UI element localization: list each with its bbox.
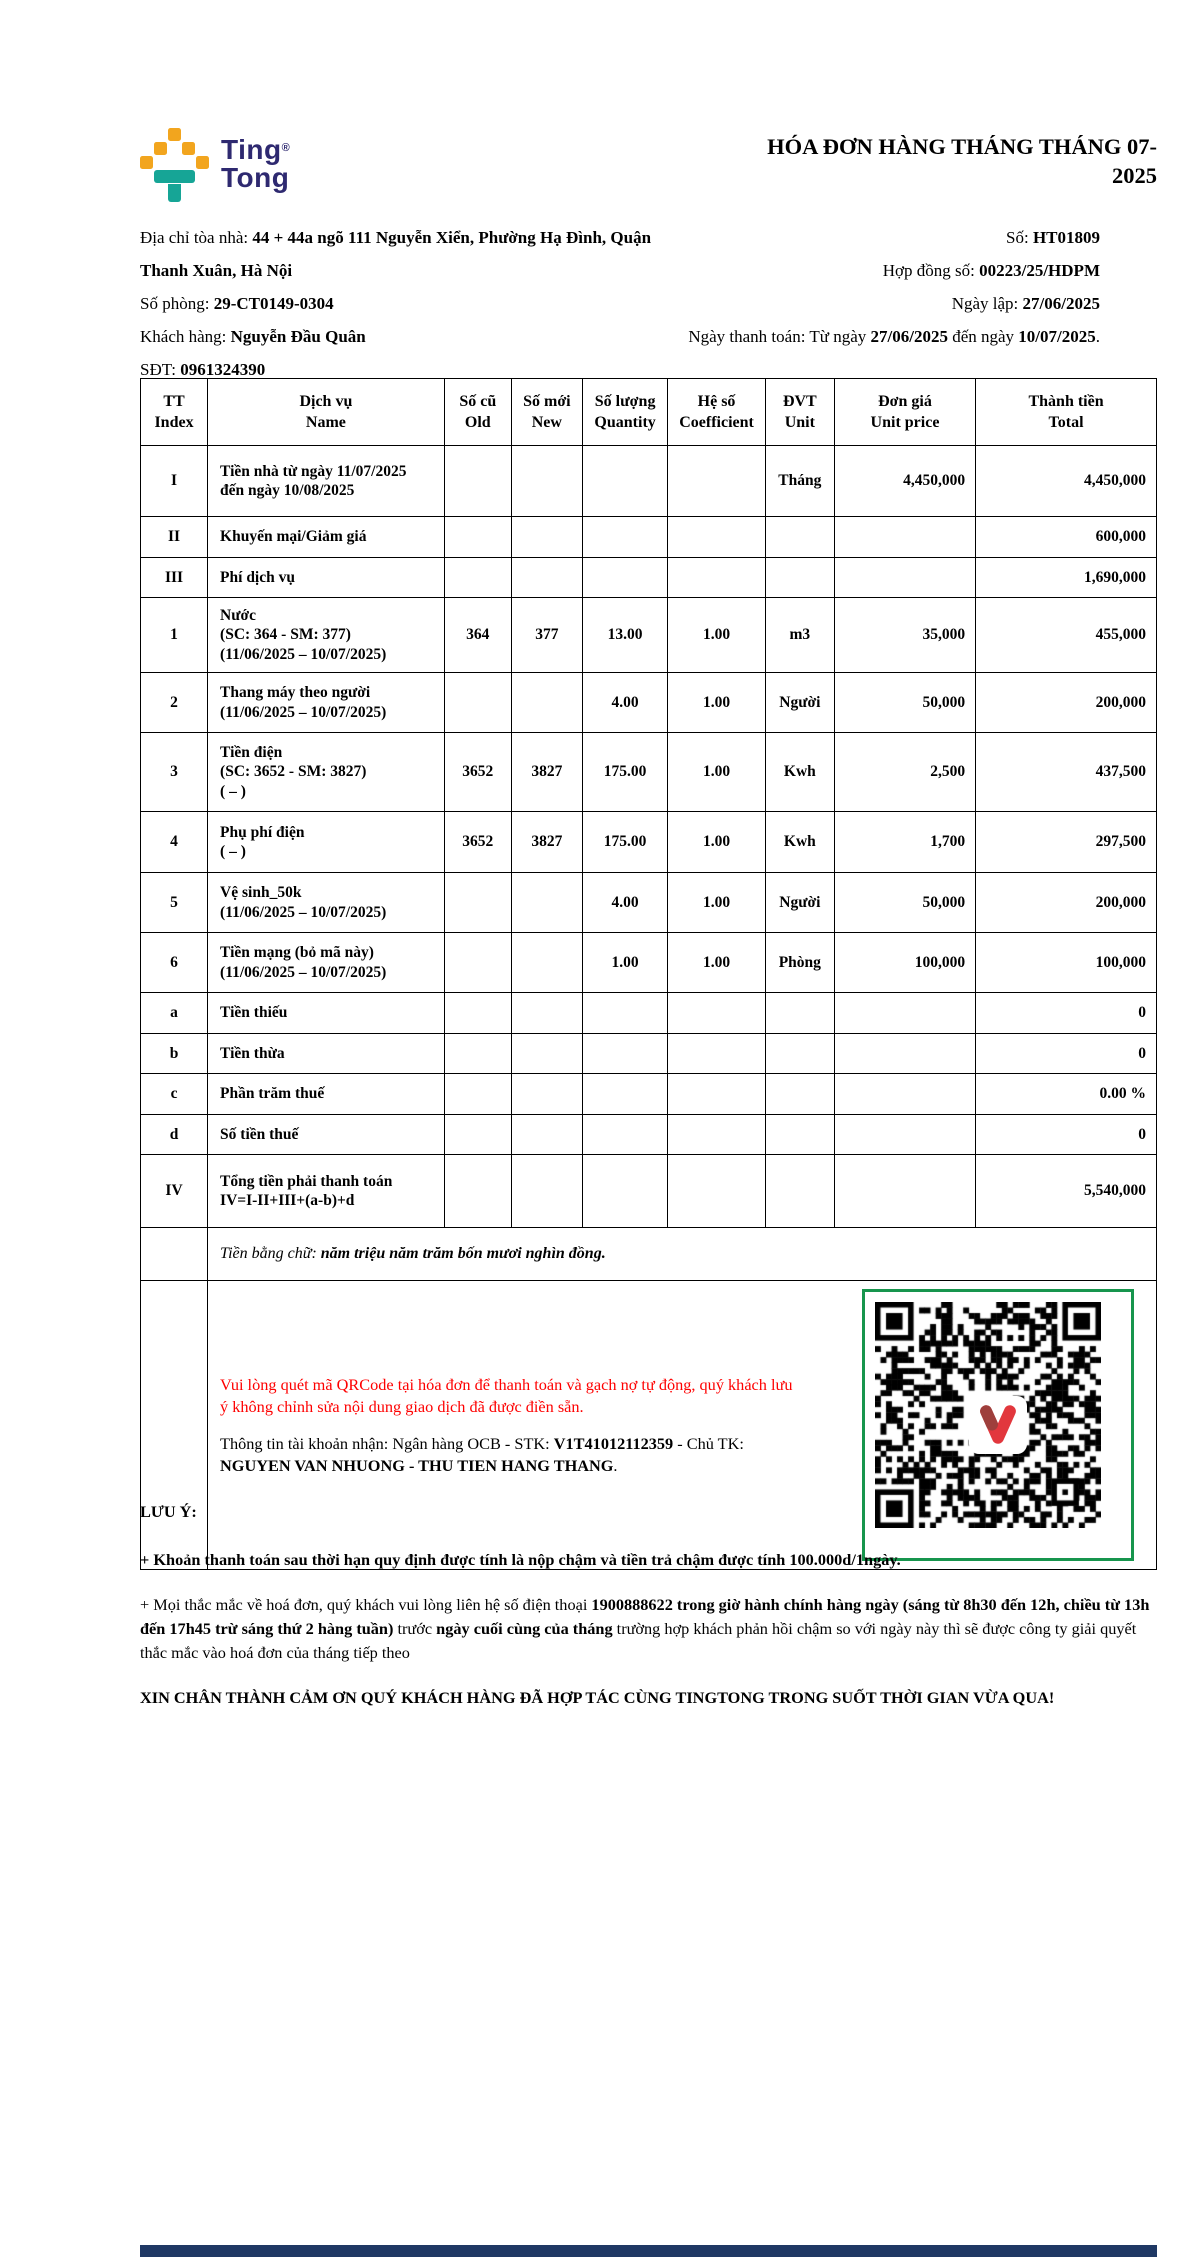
cell-old — [444, 1034, 511, 1074]
name-line: IV=I-II+III+(a-b)+d — [220, 1192, 355, 1209]
cell-old — [444, 1074, 511, 1115]
tingtong-logo-icon — [140, 128, 209, 202]
text-run: Khách hàng: — [140, 327, 231, 346]
column-header — [834, 379, 975, 446]
logo-square — [182, 142, 195, 155]
cell-old — [444, 517, 511, 558]
cell-qty — [582, 1155, 667, 1228]
table-row-6 — [141, 933, 1157, 993]
text-run: Tiền bằng chữ: — [220, 1245, 321, 1262]
cell-total: 0 — [976, 993, 1157, 1034]
text-run: ngày cuối cùng của tháng — [436, 1619, 613, 1638]
cell-old — [444, 558, 511, 598]
cell-tt: 4 — [141, 812, 208, 873]
name-line: ( – ) — [220, 782, 246, 800]
cell-price: 50,000 — [834, 673, 975, 733]
cell-tt: a — [141, 993, 208, 1034]
cell-name — [208, 993, 445, 1034]
logo-stem — [168, 184, 181, 202]
table-row-4 — [141, 812, 1157, 873]
table-row-IV — [141, 1155, 1157, 1228]
cell-tt: 6 — [141, 933, 208, 993]
header-line: Dịch vụ — [299, 393, 353, 410]
table-row-1 — [141, 598, 1157, 673]
text-run: đến ngày — [947, 327, 1019, 346]
cell-name — [208, 1074, 445, 1115]
text-run: 00223/25/HDPM — [979, 261, 1100, 280]
cell-qty — [582, 446, 667, 517]
text-run: SĐT: — [140, 360, 181, 379]
header-line: Thành tiền — [1028, 393, 1104, 410]
cell-qty — [582, 517, 667, 558]
cell-price — [834, 558, 975, 598]
text-run: Hợp đồng số: — [882, 261, 980, 280]
text-run: + Khoản thanh toán sau thời hạn quy định được tính là nộp chậm và tiền trả chậm được tính 100.000d/1ngày. — [140, 1550, 901, 1569]
text-run: Số phòng: — [140, 294, 214, 313]
cell-price — [834, 1115, 975, 1155]
name-line: Thang máy theo người — [220, 684, 371, 701]
cell-qty: 4.00 — [582, 673, 667, 733]
cell-new: 3827 — [511, 812, 582, 873]
header-line: ĐVT — [782, 393, 817, 410]
cell-old — [444, 873, 511, 933]
cell-old — [444, 673, 511, 733]
cell-unit — [765, 1074, 834, 1115]
header-line: Hệ số — [697, 393, 736, 410]
cell-tt: II — [141, 517, 208, 558]
cell-qty: 13.00 — [582, 598, 667, 673]
cell-coef — [668, 446, 766, 517]
cell-coef: 1.00 — [668, 673, 766, 733]
cell-price — [834, 1155, 975, 1228]
cell-name — [208, 873, 445, 933]
text-run: năm triệu năm trăm bốn mươi nghìn đồng. — [320, 1245, 606, 1262]
header-line: Old — [464, 414, 491, 431]
text-run: . — [1095, 327, 1100, 346]
name-line: Số tiền thuế — [220, 1125, 299, 1143]
name-line: (11/06/2025 – 10/07/2025) — [220, 903, 387, 921]
cell-price: 100,000 — [834, 933, 975, 993]
cell-qty — [582, 1115, 667, 1155]
cell-qty — [582, 993, 667, 1034]
cell-price: 4,450,000 — [834, 446, 975, 517]
v-logo-icon — [976, 1403, 1020, 1447]
tingtong-logo — [140, 126, 290, 202]
text-run: 27/06/2025 — [1022, 294, 1100, 313]
name-line: đến ngày 10/08/2025 — [220, 482, 355, 499]
room-number — [140, 287, 661, 320]
text-run: 1900888622 trong giờ hành chính hàng ngày (sáng từ 8h30 đến 12h, chiều từ 13h đến 17h45 trừ sáng thứ 2 hàng tuần) — [140, 1595, 1150, 1638]
cell-tt: 1 — [141, 598, 208, 673]
cell-qty: 175.00 — [582, 812, 667, 873]
amount-in-words-row — [141, 1228, 1157, 1281]
cell-old: 3652 — [444, 733, 511, 812]
text-run: 10/07/2025 — [1018, 327, 1096, 346]
column-header — [765, 379, 834, 446]
cell-name — [208, 733, 445, 812]
amount-in-words — [208, 1228, 1157, 1281]
cell-old — [444, 1115, 511, 1155]
cell-price — [834, 517, 975, 558]
cell-total: 4,450,000 — [976, 446, 1157, 517]
text-run: 29-CT0149-0304 — [213, 294, 334, 313]
cell-total: 1,690,000 — [976, 558, 1157, 598]
cell-tt: III — [141, 558, 208, 598]
table-row-b — [141, 1034, 1157, 1074]
contract-number — [661, 254, 1100, 287]
column-header — [208, 379, 445, 446]
cell-name — [208, 812, 445, 873]
table-header — [141, 379, 1157, 446]
text-run: Thông tin tài khoản nhận: Ngân hàng OCB - STK: — [220, 1434, 554, 1453]
cell-old: 364 — [444, 598, 511, 673]
name-line: Nước — [220, 606, 257, 624]
cell-name — [208, 1115, 445, 1155]
empty-cell — [141, 1228, 208, 1281]
cell-old — [444, 1155, 511, 1228]
text-run: Số: — [1006, 228, 1033, 247]
cell-coef — [668, 993, 766, 1034]
column-header — [976, 379, 1157, 446]
payment-instructions — [220, 1374, 800, 1476]
name-line: Tiền thừa — [220, 1044, 285, 1062]
header-line: New — [531, 414, 562, 431]
header-line: Total — [1048, 414, 1084, 431]
cell-unit — [765, 558, 834, 598]
cell-qty — [582, 1034, 667, 1074]
header-line: Đơn giá — [878, 393, 932, 410]
cell-unit: Tháng — [765, 446, 834, 517]
cell-old: 3652 — [444, 812, 511, 873]
text-run: 44 + 44a ngõ 111 Nguyễn Xiển, Phường Hạ Đình, Quận Thanh Xuân, Hà Nội — [140, 228, 652, 280]
cell-tt: IV — [141, 1155, 208, 1228]
footer-notes — [140, 1500, 1160, 1731]
cell-coef — [668, 1115, 766, 1155]
table-row-c — [141, 1074, 1157, 1115]
cell-new: 3827 — [511, 733, 582, 812]
cell-total: 200,000 — [976, 873, 1157, 933]
cell-total: 600,000 — [976, 517, 1157, 558]
cell-new — [511, 1115, 582, 1155]
registered-mark-icon: ® — [281, 142, 291, 154]
table-row-II — [141, 517, 1157, 558]
name-line: (SC: 3652 - SM: 3827) — [220, 763, 367, 781]
page-title: HÓA ĐƠN HÀNG THÁNG THÁNG 07-2025 — [767, 134, 1157, 188]
cell-unit: Phòng — [765, 933, 834, 993]
table-row-5 — [141, 873, 1157, 933]
name-line: (SC: 364 - SM: 377) — [220, 626, 351, 644]
payment-period — [661, 320, 1100, 353]
column-header — [668, 379, 766, 446]
cell-unit — [765, 1034, 834, 1074]
invoice-number — [661, 221, 1100, 254]
cell-unit — [765, 1115, 834, 1155]
cell-coef: 1.00 — [668, 873, 766, 933]
cell-name — [208, 598, 445, 673]
cell-new — [511, 1034, 582, 1074]
logo-square — [140, 156, 153, 169]
text-run: Nguyễn Đầu Quân — [230, 327, 366, 346]
note-hotline — [140, 1593, 1160, 1665]
header-row — [141, 379, 1157, 446]
cell-unit — [765, 993, 834, 1034]
cell-coef: 1.00 — [668, 933, 766, 993]
cell-new — [511, 1074, 582, 1115]
header-line: Số lượng — [594, 393, 656, 410]
meta-right — [661, 221, 1157, 386]
logo-wordmark — [221, 134, 290, 192]
cell-total: 455,000 — [976, 598, 1157, 673]
cell-price — [834, 1034, 975, 1074]
name-line: Tiền nhà từ ngày 11/07/2025 — [220, 462, 407, 480]
cell-qty: 4.00 — [582, 873, 667, 933]
cell-qty: 1.00 — [582, 933, 667, 993]
cell-total: 297,500 — [976, 812, 1157, 873]
header-line: Unit price — [870, 414, 940, 431]
issue-date — [661, 287, 1100, 320]
cell-tt: d — [141, 1115, 208, 1155]
cell-name — [208, 673, 445, 733]
text-run: trường hợp khách phản hồi chậm so với ngày này thì sẽ được công ty giải quyết thắc mắc vào hoá đơn của tháng tiếp theo — [140, 1619, 1137, 1662]
cell-price: 2,500 — [834, 733, 975, 812]
name-line: Tiền điện — [220, 743, 283, 761]
cell-price: 35,000 — [834, 598, 975, 673]
name-line: ( – ) — [220, 843, 246, 860]
cell-price — [834, 1074, 975, 1115]
cell-coef — [668, 558, 766, 598]
text-run: XIN CHÂN THÀNH CẢM ƠN QUÝ KHÁCH HÀNG ĐÃ HỢP TÁC CÙNG TINGTONG TRONG SUỐT THỜI GIAN VỪA QUA! — [140, 1688, 1055, 1707]
cell-qty — [582, 1074, 667, 1115]
cell-total: 0.00 % — [976, 1074, 1157, 1115]
header — [140, 126, 1157, 202]
cell-price: 50,000 — [834, 873, 975, 933]
footer-bar — [140, 2245, 1157, 2257]
cell-new — [511, 993, 582, 1034]
logo-square — [196, 156, 209, 169]
logo-line2: Tong — [221, 162, 290, 193]
logo-bar — [154, 170, 195, 183]
cell-coef — [668, 1034, 766, 1074]
text-run: - Chủ TK: — [673, 1434, 744, 1453]
cell-name — [208, 558, 445, 598]
name-line: Vệ sinh_50k — [220, 884, 302, 901]
cell-new — [511, 1155, 582, 1228]
cell-qty — [582, 558, 667, 598]
header-line: Số mới — [523, 393, 571, 410]
header-line: Số cũ — [459, 393, 497, 410]
cell-tt: b — [141, 1034, 208, 1074]
notes-heading: LƯU Ý: — [140, 1502, 197, 1521]
text-run: Ngày thanh toán: Từ ngày — [688, 327, 871, 346]
cell-new — [511, 558, 582, 598]
column-header — [511, 379, 582, 446]
cell-new: 377 — [511, 598, 582, 673]
cell-coef: 1.00 — [668, 812, 766, 873]
cell-total: 0 — [976, 1034, 1157, 1074]
header-line: Unit — [784, 414, 815, 431]
table-row-I — [141, 446, 1157, 517]
cell-coef — [668, 1155, 766, 1228]
invoice-table — [140, 378, 1157, 1570]
name-line: Tiền thiếu — [220, 1004, 288, 1022]
cell-coef — [668, 1074, 766, 1115]
header-line: Coefficient — [679, 414, 754, 431]
cell-coef: 1.00 — [668, 733, 766, 812]
cell-total: 100,000 — [976, 933, 1157, 993]
text-run: Địa chỉ tòa nhà: — [140, 228, 253, 247]
cell-new — [511, 673, 582, 733]
meta-left — [140, 221, 661, 386]
cell-new — [511, 517, 582, 558]
cell-tt: 3 — [141, 733, 208, 812]
cell-tt: 2 — [141, 673, 208, 733]
cell-coef: 1.00 — [668, 598, 766, 673]
cell-unit: Kwh — [765, 812, 834, 873]
text-run: . — [613, 1455, 618, 1475]
text-run: trước — [393, 1619, 437, 1638]
cell-unit: Kwh — [765, 733, 834, 812]
column-header — [141, 379, 208, 446]
cell-price — [834, 993, 975, 1034]
cell-new — [511, 446, 582, 517]
cell-name — [208, 446, 445, 517]
table-row-III — [141, 558, 1157, 598]
cell-new — [511, 933, 582, 993]
text-run: NGUYEN VAN NHUONG - THU TIEN HANG THANG — [220, 1455, 614, 1475]
header-line: Index — [154, 414, 194, 431]
text-run: 0961324390 — [180, 360, 266, 379]
text-run: Ngày lập: — [951, 294, 1023, 313]
qr-center-logo — [969, 1396, 1027, 1454]
table-row-a — [141, 993, 1157, 1034]
cell-total: 5,540,000 — [976, 1155, 1157, 1228]
cell-tt: I — [141, 446, 208, 517]
table-row-d — [141, 1115, 1157, 1155]
cell-total: 437,500 — [976, 733, 1157, 812]
cell-old — [444, 446, 511, 517]
cell-old — [444, 933, 511, 993]
bank-account-info — [220, 1433, 800, 1476]
cell-name — [208, 1034, 445, 1074]
cell-price: 1,700 — [834, 812, 975, 873]
cell-qty: 175.00 — [582, 733, 667, 812]
cell-tt: 5 — [141, 873, 208, 933]
text-run: + Mọi thắc mắc về hoá đơn, quý khách vui lòng liên hệ số điện thoại — [140, 1595, 592, 1614]
invoice-meta — [140, 221, 1157, 386]
text-run: 27/06/2025 — [870, 327, 948, 346]
text-run: HT01809 — [1032, 228, 1100, 247]
column-header — [582, 379, 667, 446]
logo-line1: Ting — [221, 134, 282, 165]
header-line: TT — [163, 393, 185, 410]
cell-name — [208, 933, 445, 993]
column-header — [444, 379, 511, 446]
text-run: V1T41012112359 — [553, 1434, 674, 1453]
cell-new — [511, 873, 582, 933]
cell-name — [208, 1155, 445, 1228]
name-line: (11/06/2025 – 10/07/2025) — [220, 645, 387, 663]
customer-name — [140, 320, 661, 353]
name-line: Phần trăm thuế — [220, 1085, 325, 1103]
name-line: Tổng tiền phải thanh toán — [220, 1172, 393, 1190]
name-line: Phí dịch vụ — [220, 568, 295, 586]
header-line: Quantity — [594, 414, 656, 431]
cell-total: 200,000 — [976, 673, 1157, 733]
logo-square — [154, 142, 167, 155]
table-body — [141, 446, 1157, 1228]
cell-old — [444, 993, 511, 1034]
building-address — [140, 221, 661, 287]
cell-unit — [765, 1155, 834, 1228]
cell-name — [208, 517, 445, 558]
cell-unit: m3 — [765, 598, 834, 673]
qr-warning-text: Vui lòng quét mã QRCode tại hóa đơn để thanh toán và gạch nợ tự động, quý khách lưu ý không chỉnh sửa nội dung giao dịch đã được điền sẵn. — [220, 1375, 793, 1416]
thank-you-text — [140, 1686, 1160, 1710]
cell-unit — [765, 517, 834, 558]
table-row-3 — [141, 733, 1157, 812]
name-line: Phụ phí điện — [220, 823, 305, 841]
cell-tt: c — [141, 1074, 208, 1115]
header-line: Name — [305, 414, 346, 431]
name-line: Tiền mạng (bỏ mã này) — [220, 944, 374, 961]
cell-coef — [668, 517, 766, 558]
cell-unit: Người — [765, 873, 834, 933]
table-row-2 — [141, 673, 1157, 733]
name-line: (11/06/2025 – 10/07/2025) — [220, 963, 387, 981]
cell-unit: Người — [765, 673, 834, 733]
name-line: Khuyến mại/Giảm giá — [220, 528, 367, 546]
logo-square — [168, 128, 181, 141]
cell-total: 0 — [976, 1115, 1157, 1155]
note-late-payment — [140, 1548, 1160, 1572]
name-line: (11/06/2025 – 10/07/2025) — [220, 703, 387, 721]
